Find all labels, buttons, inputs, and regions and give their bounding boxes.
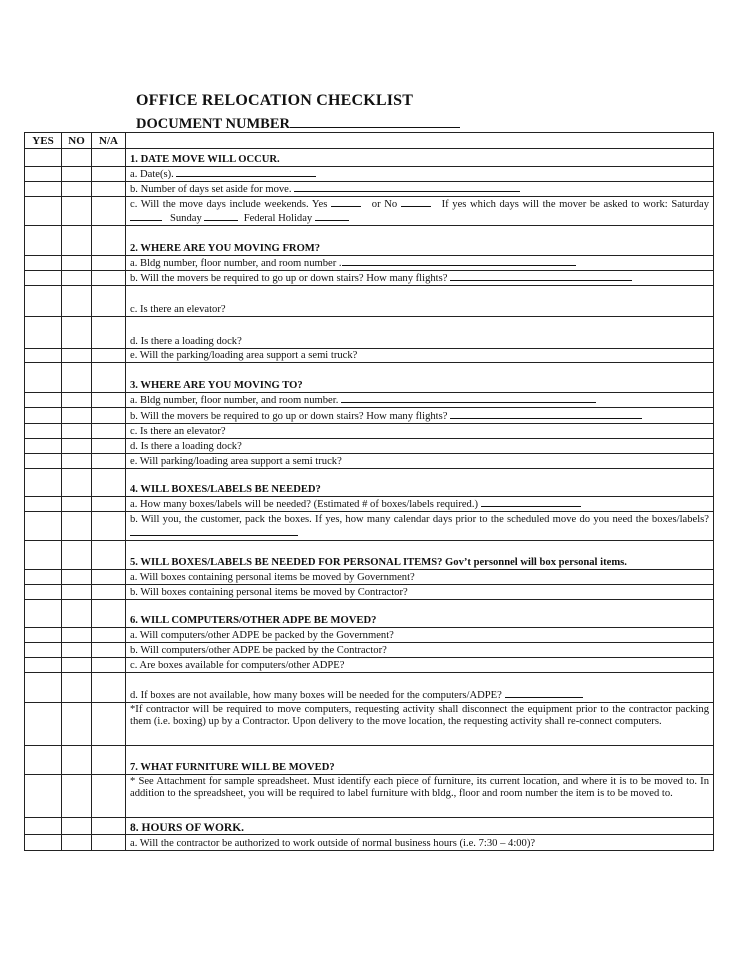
na-cell[interactable] xyxy=(92,408,126,424)
answer-line[interactable] xyxy=(294,182,520,192)
na-cell[interactable] xyxy=(92,149,126,167)
header-row xyxy=(25,133,714,149)
item-text xyxy=(126,497,714,512)
checklist-row xyxy=(25,658,714,673)
answer-line[interactable] xyxy=(315,211,349,221)
na-cell[interactable] xyxy=(92,628,126,643)
no-cell[interactable] xyxy=(62,512,92,541)
item-text xyxy=(126,256,714,271)
no-cell[interactable] xyxy=(62,271,92,286)
na-cell[interactable] xyxy=(92,658,126,673)
answer-line[interactable] xyxy=(130,526,298,536)
yes-cell[interactable] xyxy=(25,703,62,746)
yes-cell[interactable] xyxy=(25,439,62,454)
na-cell[interactable] xyxy=(92,167,126,182)
yes-cell[interactable] xyxy=(25,643,62,658)
na-cell[interactable] xyxy=(92,600,126,628)
item-label: b. Will you, the customer, pack the boxes. If yes, how many calendar days prior to the scheduled move do you need the boxes/labels? xyxy=(130,514,709,525)
checklist-row xyxy=(25,286,714,317)
yes-cell[interactable] xyxy=(25,256,62,271)
checklist-row xyxy=(25,256,714,271)
section-row xyxy=(25,469,714,497)
yes-cell[interactable] xyxy=(25,167,62,182)
section-row xyxy=(25,746,714,775)
no-cell[interactable] xyxy=(62,393,92,408)
no-cell[interactable] xyxy=(62,167,92,182)
checklist-row xyxy=(25,408,714,424)
yes-cell[interactable] xyxy=(25,182,62,197)
no-cell[interactable] xyxy=(62,256,92,271)
item-text: c. Is there an elevator? xyxy=(126,424,714,439)
item-label: or No xyxy=(371,199,398,210)
item-label: a. Bldg number, floor number, and room number . xyxy=(130,258,342,269)
na-cell[interactable] xyxy=(92,271,126,286)
answer-line[interactable] xyxy=(331,197,361,207)
yes-cell[interactable] xyxy=(25,585,62,600)
checklist-row xyxy=(25,497,714,512)
no-column-header: NO xyxy=(62,133,92,149)
na-cell[interactable] xyxy=(92,570,126,585)
item-label: a. Date(s). xyxy=(130,169,174,180)
checklist-row xyxy=(25,167,714,182)
section-row xyxy=(25,363,714,393)
no-cell[interactable] xyxy=(62,673,92,703)
na-cell[interactable] xyxy=(92,818,126,835)
section-heading: 2. WHERE ARE YOU MOVING FROM? xyxy=(126,226,714,256)
na-cell[interactable] xyxy=(92,439,126,454)
item-text: c. Are boxes available for computers/other ADPE? xyxy=(126,658,714,673)
no-cell[interactable] xyxy=(62,286,92,317)
section-row xyxy=(25,226,714,256)
na-cell[interactable] xyxy=(92,349,126,363)
item-text: c. Is there an elevator? xyxy=(126,286,714,317)
checklist-row xyxy=(25,349,714,363)
document-number-field[interactable] xyxy=(290,115,460,128)
item-text: b. Will computers/other ADPE be packed by the Contractor? xyxy=(126,643,714,658)
yes-cell[interactable] xyxy=(25,818,62,835)
yes-cell[interactable] xyxy=(25,570,62,585)
yes-column-header: YES xyxy=(25,133,62,149)
section-heading: 4. WILL BOXES/LABELS BE NEEDED? xyxy=(126,469,714,497)
item-text xyxy=(126,167,714,182)
section-heading: 7. WHAT FURNITURE WILL BE MOVED? xyxy=(126,746,714,775)
no-cell[interactable] xyxy=(62,469,92,497)
yes-cell[interactable] xyxy=(25,469,62,497)
no-cell[interactable] xyxy=(62,424,92,439)
yes-cell[interactable] xyxy=(25,673,62,703)
yes-cell[interactable] xyxy=(25,286,62,317)
no-cell[interactable] xyxy=(62,643,92,658)
na-cell[interactable] xyxy=(92,585,126,600)
na-cell[interactable] xyxy=(92,182,126,197)
section-heading: 8. HOURS OF WORK. xyxy=(126,818,714,835)
checklist-row xyxy=(25,424,714,439)
checklist-row xyxy=(25,570,714,585)
item-text: b. Will boxes containing personal items be moved by Contractor? xyxy=(126,585,714,600)
section-row xyxy=(25,149,714,167)
na-cell[interactable] xyxy=(92,454,126,469)
checklist-row xyxy=(25,585,714,600)
item-label: a. How many boxes/labels will be needed? (Estimated # of boxes/labels required.) xyxy=(130,499,479,510)
na-cell[interactable] xyxy=(92,286,126,317)
checklist-table xyxy=(24,132,714,851)
document-number-label: DOCUMENT NUMBER xyxy=(136,116,290,132)
no-cell[interactable] xyxy=(62,703,92,746)
document-number xyxy=(136,115,460,133)
checklist-row xyxy=(25,835,714,851)
item-label: a. Bldg number, floor number, and room number. xyxy=(130,395,339,406)
note-text: *If contractor will be required to move computers, requesting activity shall disconnect the equipment prior to the contractor packing them (i.e. boxing) up by a Contractor. Upon delivery to the move location, the requesting activity shall re-connect computers. xyxy=(126,703,714,746)
checklist-row xyxy=(25,197,714,226)
yes-cell[interactable] xyxy=(25,746,62,775)
checklist-row xyxy=(25,271,714,286)
item-label: b. Will the movers be required to go up or down stairs? How many flights? xyxy=(130,411,448,422)
item-text xyxy=(126,197,714,226)
yes-cell[interactable] xyxy=(25,658,62,673)
na-cell[interactable] xyxy=(92,226,126,256)
checklist-row xyxy=(25,317,714,349)
na-cell[interactable] xyxy=(92,363,126,393)
item-text xyxy=(126,393,714,408)
answer-line[interactable] xyxy=(401,197,431,207)
no-cell[interactable] xyxy=(62,746,92,775)
answer-line[interactable] xyxy=(176,167,316,177)
checklist-row xyxy=(25,454,714,469)
item-text xyxy=(126,673,714,703)
section-heading: 5. WILL BOXES/LABELS BE NEEDED FOR PERSONAL ITEMS? Gov’t personnel will box personal items. xyxy=(126,541,714,570)
item-text xyxy=(126,512,714,541)
yes-cell[interactable] xyxy=(25,775,62,818)
na-cell[interactable] xyxy=(92,317,126,349)
section-heading: 1. DATE MOVE WILL OCCUR. xyxy=(126,149,714,167)
yes-cell[interactable] xyxy=(25,628,62,643)
no-cell[interactable] xyxy=(62,818,92,835)
checklist-row xyxy=(25,393,714,408)
na-cell[interactable] xyxy=(92,469,126,497)
item-text: d. Is there a loading dock? xyxy=(126,317,714,349)
no-cell[interactable] xyxy=(62,317,92,349)
section-heading: 6. WILL COMPUTERS/OTHER ADPE BE MOVED? xyxy=(126,600,714,628)
checklist-row xyxy=(25,628,714,643)
yes-cell[interactable] xyxy=(25,600,62,628)
item-text: a. Will the contractor be authorized to work outside of normal business hours (i.e. 7:30 – 4:00)? xyxy=(126,835,714,851)
item-label: b. Number of days set aside for move. xyxy=(130,184,292,195)
na-cell[interactable] xyxy=(92,256,126,271)
item-text: a. Will boxes containing personal items be moved by Government? xyxy=(126,570,714,585)
no-cell[interactable] xyxy=(62,541,92,570)
na-cell[interactable] xyxy=(92,703,126,746)
answer-line[interactable] xyxy=(204,211,238,221)
no-cell[interactable] xyxy=(62,570,92,585)
section-row xyxy=(25,600,714,628)
item-label: If yes which days will the mover be asked to work: Saturday xyxy=(441,199,709,210)
yes-cell[interactable] xyxy=(25,393,62,408)
item-label: c. Will the move days include weekends. Yes xyxy=(130,199,328,210)
yes-cell[interactable] xyxy=(25,271,62,286)
no-cell[interactable] xyxy=(62,197,92,226)
item-label: Federal Holiday xyxy=(243,213,313,224)
no-cell[interactable] xyxy=(62,149,92,167)
na-cell[interactable] xyxy=(92,512,126,541)
answer-line[interactable] xyxy=(450,271,632,281)
yes-cell[interactable] xyxy=(25,512,62,541)
item-text xyxy=(126,271,714,286)
checklist-row xyxy=(25,512,714,541)
no-cell[interactable] xyxy=(62,835,92,851)
no-cell[interactable] xyxy=(62,454,92,469)
section-row xyxy=(25,818,714,835)
yes-cell[interactable] xyxy=(25,197,62,226)
item-text: e. Will parking/loading area support a semi truck? xyxy=(126,454,714,469)
item-text xyxy=(126,182,714,197)
na-cell[interactable] xyxy=(92,746,126,775)
yes-cell[interactable] xyxy=(25,454,62,469)
answer-line[interactable] xyxy=(341,393,596,403)
item-text xyxy=(126,408,714,424)
checklist-row xyxy=(25,643,714,658)
yes-cell[interactable] xyxy=(25,363,62,393)
na-cell[interactable] xyxy=(92,393,126,408)
note-row xyxy=(25,775,714,818)
yes-cell[interactable] xyxy=(25,424,62,439)
item-text: a. Will computers/other ADPE be packed by the Government? xyxy=(126,628,714,643)
no-cell[interactable] xyxy=(62,628,92,643)
answer-line[interactable] xyxy=(450,409,642,419)
na-column-header: N/A xyxy=(92,133,126,149)
checklist-row xyxy=(25,182,714,197)
item-text: e. Will the parking/loading area support a semi truck? xyxy=(126,349,714,363)
na-cell[interactable] xyxy=(92,424,126,439)
no-cell[interactable] xyxy=(62,363,92,393)
note-row xyxy=(25,703,714,746)
yes-cell[interactable] xyxy=(25,317,62,349)
yes-cell[interactable] xyxy=(25,149,62,167)
section-heading: 3. WHERE ARE YOU MOVING TO? xyxy=(126,363,714,393)
item-label: b. Will the movers be required to go up or down stairs? How many flights? xyxy=(130,273,448,284)
no-cell[interactable] xyxy=(62,226,92,256)
item-label: d. If boxes are not available, how many boxes will be needed for the computers/ADPE? xyxy=(130,690,502,701)
section-row xyxy=(25,541,714,570)
no-cell[interactable] xyxy=(62,408,92,424)
yes-cell[interactable] xyxy=(25,835,62,851)
item-column-header xyxy=(126,133,714,149)
na-cell[interactable] xyxy=(92,197,126,226)
no-cell[interactable] xyxy=(62,182,92,197)
na-cell[interactable] xyxy=(92,497,126,512)
yes-cell[interactable] xyxy=(25,226,62,256)
no-cell[interactable] xyxy=(62,439,92,454)
no-cell[interactable] xyxy=(62,600,92,628)
checklist-row xyxy=(25,673,714,703)
answer-line[interactable] xyxy=(505,688,583,698)
na-cell[interactable] xyxy=(92,775,126,818)
yes-cell[interactable] xyxy=(25,349,62,363)
yes-cell[interactable] xyxy=(25,497,62,512)
checklist-row xyxy=(25,439,714,454)
answer-line[interactable] xyxy=(342,256,576,266)
no-cell[interactable] xyxy=(62,349,92,363)
na-cell[interactable] xyxy=(92,835,126,851)
yes-cell[interactable] xyxy=(25,541,62,570)
na-cell[interactable] xyxy=(92,541,126,570)
no-cell[interactable] xyxy=(62,775,92,818)
no-cell[interactable] xyxy=(62,585,92,600)
item-text: d. Is there a loading dock? xyxy=(126,439,714,454)
answer-line[interactable] xyxy=(130,211,162,221)
no-cell[interactable] xyxy=(62,497,92,512)
na-cell[interactable] xyxy=(92,673,126,703)
na-cell[interactable] xyxy=(92,643,126,658)
note-text: * See Attachment for sample spreadsheet. Must identify each piece of furniture, its current location, and where it is to be moved to. In addition to the spreadsheet, you will be required to label furniture with bldg., floor and room number the item is to be moved to. xyxy=(126,775,714,818)
item-label: Sunday xyxy=(169,213,202,224)
answer-line[interactable] xyxy=(481,497,581,507)
document-title: OFFICE RELOCATION CHECKLIST xyxy=(136,92,414,109)
yes-cell[interactable] xyxy=(25,408,62,424)
no-cell[interactable] xyxy=(62,658,92,673)
